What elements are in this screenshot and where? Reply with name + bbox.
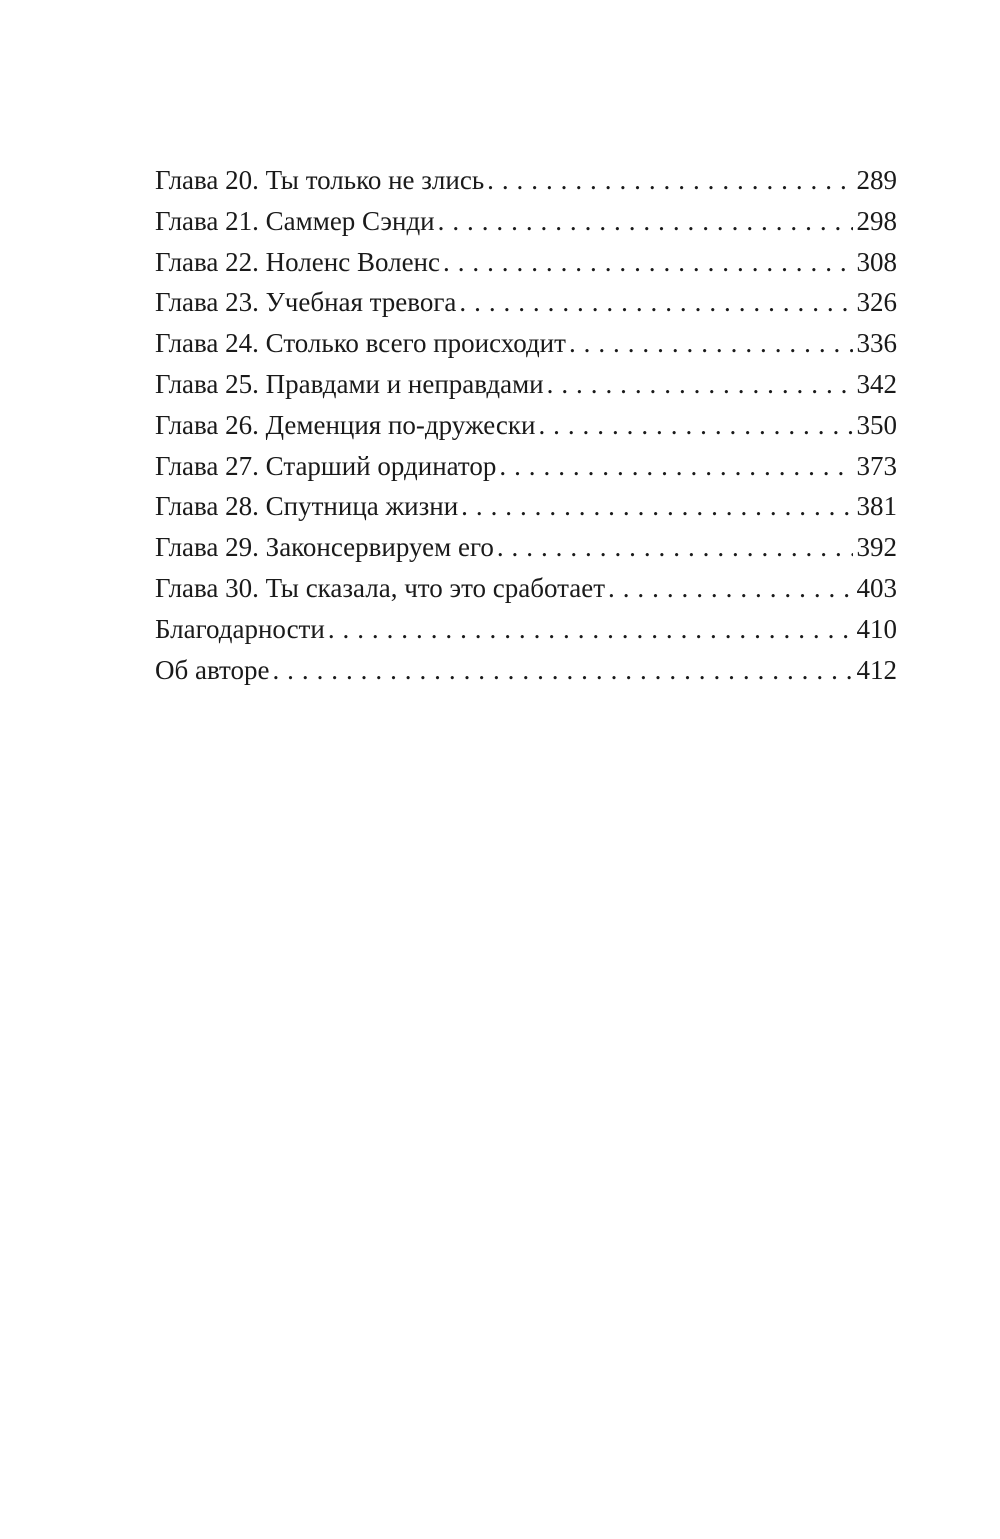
toc-entry-title: Глава 21. Саммер Сэнди	[155, 205, 435, 236]
toc-entry-title: Глава 27. Старший ординатор	[155, 450, 497, 481]
toc-entry-title: Глава 25. Правдами и неправдами	[155, 368, 544, 399]
toc-dot-leader	[497, 527, 853, 568]
toc-entry-title: Глава 30. Ты сказала, что это сработает	[155, 572, 606, 603]
toc-entry-page: 289	[856, 165, 897, 195]
toc-dot-leader	[443, 242, 853, 283]
toc-entry-title: Глава 23. Учебная тревога	[155, 287, 457, 318]
toc-dot-leader	[569, 323, 853, 364]
toc-entry-page: 392	[856, 532, 897, 563]
toc-entry-page: 373	[856, 450, 897, 481]
toc-entry	[155, 568, 897, 609]
toc-entry	[155, 201, 897, 242]
toc-entry-page: 403	[856, 572, 897, 603]
toc-dot-leader	[538, 405, 852, 446]
toc-entry-title: Глава 28. Спутница жизни	[155, 491, 459, 522]
toc-entry-page: 381	[856, 491, 897, 522]
toc-entry	[155, 160, 897, 201]
toc-dot-leader	[608, 568, 852, 609]
toc-entry	[155, 242, 897, 283]
toc-entry	[155, 609, 897, 650]
toc-entry	[155, 527, 897, 568]
toc-entry-page: 412	[856, 654, 897, 685]
toc-entry-page: 326	[856, 287, 897, 318]
toc-entry-page: 410	[856, 613, 897, 644]
toc-entry-page: 342	[856, 368, 897, 399]
toc-dot-leader	[272, 650, 852, 691]
toc-entry	[155, 364, 897, 405]
toc-entry	[155, 650, 897, 691]
toc-entry-title: Глава 22. Ноленс Воленс	[155, 246, 440, 277]
toc-dot-leader	[499, 446, 852, 487]
toc-entry	[155, 446, 897, 487]
toc-dot-leader	[487, 160, 852, 201]
table-of-contents	[155, 160, 897, 690]
toc-entry-title: Глава 26. Деменция по-дружески	[155, 409, 536, 440]
toc-dot-leader	[547, 364, 853, 405]
toc-entry	[155, 405, 897, 446]
toc-entry	[155, 323, 897, 364]
toc-entry-title: Благодарности	[155, 613, 325, 644]
toc-entry-title: Глава 20. Ты только не злись	[155, 165, 485, 195]
toc-dot-leader	[438, 201, 853, 242]
toc-entry-page: 308	[856, 246, 897, 277]
toc-entry	[155, 486, 897, 527]
toc-dot-leader	[328, 609, 853, 650]
toc-dot-leader	[461, 486, 852, 527]
toc-entry-title: Глава 29. Законсервируем его	[155, 532, 494, 563]
toc-entry-page: 336	[856, 328, 897, 359]
toc-entry-page: 298	[856, 205, 897, 236]
toc-dot-leader	[459, 282, 852, 323]
toc-entry-title: Глава 24. Столько всего происходит	[155, 328, 566, 359]
toc-entry-page: 350	[856, 409, 897, 440]
toc-entry-title: Об авторе	[155, 654, 270, 685]
toc-entry	[155, 282, 897, 323]
